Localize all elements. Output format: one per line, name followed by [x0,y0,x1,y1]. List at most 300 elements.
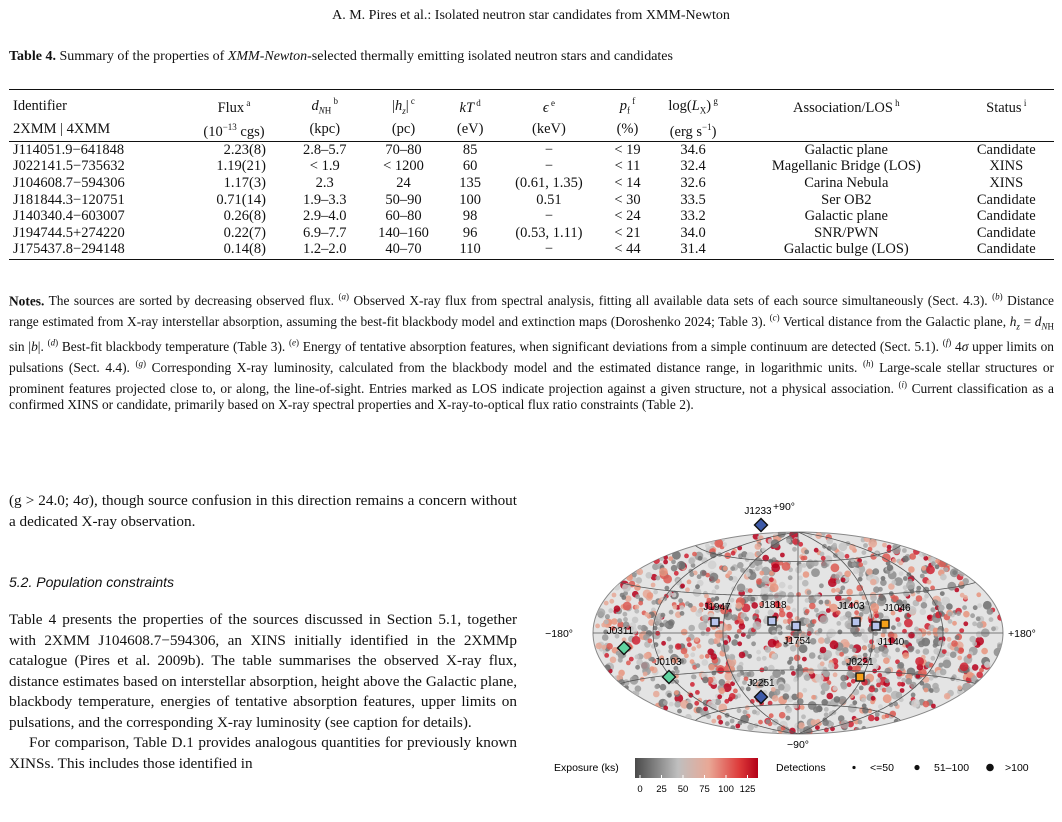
cell-status: XINS [989,175,1024,192]
detection-dot [680,611,685,616]
detection-dot [604,653,609,658]
cell-id: J114051.9−641848 [13,141,125,158]
detection-dot [661,613,666,618]
detection-dot [827,693,834,700]
cell-pf: < 11 [614,158,641,175]
square-marker [768,617,776,625]
detection-dot [882,543,887,548]
detection-dot [923,648,930,655]
detection-dot [819,600,824,605]
detection-dot [786,539,791,544]
detection-dot [711,699,716,704]
detection-dot [878,587,883,592]
detection-dot [635,655,640,660]
detection-dot [873,568,880,575]
cell-pf: < 44 [603,241,652,259]
detection-dot [739,623,746,630]
detection-dot [744,617,749,622]
detection-dot [835,574,840,579]
detection-dot [947,582,956,591]
detection-dot [737,708,742,713]
detection-dot [684,653,689,658]
detection-dot [629,657,634,662]
detection-dot [800,705,805,710]
detection-dot [904,640,909,645]
detection-dot [721,644,730,653]
detection-dot [647,592,654,599]
detection-dot [868,715,875,722]
detection-dot [769,571,774,576]
cell-eps: − [495,241,603,259]
detection-dot [852,648,857,653]
detection-dot [689,572,694,577]
detection-dot [792,608,797,613]
detection-dot [723,566,728,571]
detection-dot [758,565,763,570]
detection-dot [653,691,660,698]
cell-id: J140340.4−603007 [13,208,125,225]
cell-assoc: Magellanic Bridge (LOS) [771,158,921,175]
detection-dot [933,643,938,648]
detection-dot [755,543,762,550]
axis-label-top: +90° [772,501,796,513]
cell-flux: 0.22(7) [223,224,266,241]
detection-dot [690,682,695,687]
detection-dot [772,695,779,702]
cell-assoc: Galactic bulge (LOS) [734,241,958,259]
detection-dot [771,653,778,660]
detection-dot [929,663,934,668]
detection-dot [874,653,879,658]
detection-dot [634,584,641,591]
cell-dnh: 6.9–7.7 [302,224,347,241]
detection-dot [826,608,831,613]
detection-dot [820,647,827,654]
cell-eps: (0.61, 1.35) [515,175,583,192]
detection-dot [663,560,668,565]
detection-dot [858,720,863,725]
detection-dot [634,609,639,614]
unit-assoc [734,119,958,141]
detection-dot [908,566,915,573]
detection-dot [761,582,766,587]
cell-hz: < 1200 [383,158,424,175]
detection-dot [914,627,919,632]
detection-dot [653,590,658,595]
detection-dot [798,576,803,581]
col-distance: $d_{NH}$ $^b$ [288,90,362,119]
detection-dot [675,643,682,650]
properties-table [9,89,1054,260]
detection-dot [930,607,935,612]
detection-dot [924,688,929,693]
cell-id: J022141.5−735632 [13,158,125,175]
detection-dot [705,654,710,659]
detection-dot [618,658,623,663]
detection-dot [715,585,720,590]
detection-dot [812,619,817,624]
square-marker [852,618,860,626]
detection-dot [869,686,876,693]
detection-dot [984,661,991,668]
detection-dot [921,566,926,571]
detection-dot [987,608,994,615]
detection-dot [802,688,807,693]
detection-dot [883,657,890,664]
detection-dot [621,595,626,600]
detection-dot [686,703,693,710]
detection-dot [897,622,902,627]
detection-dot [927,615,932,620]
detection-dot [868,539,877,548]
detection-dot [864,638,869,643]
detection-dot [616,651,621,656]
detection-dot [989,617,994,622]
detection-dot [840,616,845,621]
detection-dot [877,673,882,678]
detection-dot [876,678,881,683]
detection-dot [852,700,857,705]
detection-dot [635,685,642,692]
detection-dot [769,577,774,582]
cell-dnh: 2.8–5.7 [302,141,347,158]
detection-dot [795,567,802,574]
detection-dot [904,619,913,628]
detection-dot [846,589,853,596]
col-lx: $\log(L_X)$ $^g$ [652,90,734,119]
detection-dot [862,704,867,709]
detection-dot [737,672,742,677]
detection-dot [719,679,726,686]
detection-dot [931,704,936,709]
detection-dot [839,542,848,551]
detection-dot [779,611,786,618]
cell-assoc: SNR/PWN [814,224,879,241]
detection-dot [964,683,973,692]
detection-dot [895,617,900,622]
detection-dot [787,597,794,604]
detection-dot [848,704,857,713]
detection-dot [923,556,928,561]
table-row [9,141,1054,158]
square-marker [711,618,719,626]
detection-dot [804,550,809,555]
detection-dot [731,639,738,646]
detection-dot [674,701,681,708]
detection-dot [659,623,664,628]
marker-label: J0103 [654,657,682,668]
marker-label: J1046 [883,603,911,614]
detection-dot [805,598,810,603]
detection-dot [997,614,1004,621]
detection-dot [902,548,907,553]
detection-dot [672,551,681,560]
unit-status [958,119,1054,141]
table-caption [9,49,1054,65]
detection-dot [977,622,984,629]
detection-dot [667,693,672,698]
detection-dot [881,576,886,581]
detection-dot [714,596,719,601]
detection-dot [708,664,715,671]
detection-dot [717,715,722,720]
detection-dot [911,693,916,698]
detection-dot [604,620,609,625]
cell-lx: 32.6 [680,175,706,192]
detection-dot [825,600,830,605]
detection-dot [970,613,975,618]
detection-dot [939,663,944,668]
cell-dnh: < 1.9 [309,158,340,175]
detection-dot [645,612,650,617]
cell-dnh: 2.3 [315,175,334,192]
detection-dot [632,636,641,645]
table-notes [9,289,1054,413]
detection-dot [942,649,947,654]
detection-dot [824,637,831,644]
diamond-marker [755,519,768,532]
detection-dot [694,637,699,642]
detection-dot [697,609,702,614]
detection-dot [702,677,709,684]
detection-dot [712,671,717,676]
detection-dot [859,686,864,691]
col-identifier: Identifier [9,90,180,119]
detection-dot [940,669,947,676]
detection-dot [678,598,683,603]
detection-dot [972,664,979,671]
marker-label: J1818 [759,600,787,611]
detection-dot [811,568,820,577]
detection-dot [690,659,695,664]
section-body [9,610,517,774]
detection-dot [803,726,812,735]
detection-dot [933,628,938,633]
cell-flux: 0.26(8) [223,208,266,225]
detection-dot [699,654,704,659]
detection-dot [636,577,643,584]
square-marker [856,673,864,681]
detection-dot [643,672,648,677]
detection-dot [692,552,697,557]
col-height: $|h_z|$ $^c$ [362,90,446,119]
detection-dot [668,649,673,654]
detection-dot [604,601,609,606]
detection-dot [807,564,812,569]
detection-dot [957,656,962,661]
detection-dot [823,670,830,677]
detection-dot [850,557,855,562]
detection-dot [751,602,758,609]
cell-id: J104608.7−594306 [13,175,125,192]
detection-dot [660,684,667,691]
detection-dot [918,641,925,648]
table-header-row-1 [9,90,1054,119]
detection-dot [929,676,934,681]
detection-dot [931,656,936,661]
detection-dot [644,653,651,660]
cell-hz: 40–70 [362,241,446,259]
marker-label: J1947 [703,602,731,613]
cell-flux: 1.19(21) [216,158,266,175]
detection-dot [841,683,848,690]
cell-status: XINS [989,158,1024,175]
detection-dot [810,638,817,645]
marker-label: J2251 [747,678,775,689]
detection-dot [743,710,748,715]
detection-dot [809,652,816,659]
detection-dot [882,672,887,677]
cell-status: Candidate [976,191,1036,208]
detection-dot [903,590,910,597]
detection-dot [733,689,738,694]
cell-hz: 60–80 [385,208,422,225]
cell-id: J175437.8−294148 [9,241,180,259]
detection-dot [792,547,797,552]
detection-dot [885,679,890,684]
table-row [9,191,1054,208]
cell-status: Candidate [958,241,1054,259]
detection-dot [659,556,664,561]
detection-dot [883,694,892,703]
detection-dot [979,668,984,673]
detection-dot [626,661,631,666]
cell-kt: 135 [459,175,482,192]
detection-dot [681,629,688,636]
detection-dot [708,560,717,569]
detection-dot [687,642,692,647]
detection-dot [679,562,686,569]
detection-dot [812,560,819,567]
detection-dot [903,576,908,581]
detection-dot [623,612,628,617]
detection-dot [659,568,668,577]
cell-eps: (0.53, 1.11) [515,224,583,241]
detection-dot [768,593,775,600]
detection-dot [766,719,771,724]
detection-dot [796,671,803,678]
detection-dot [693,588,702,597]
cell-flux: 0.71(14) [216,191,266,208]
continuation-paragraph: (g > 24.0; 4σ), though source confusion in this direction remains a concern without a dedicated X-ray observation. [9,492,517,530]
detection-dot [839,652,844,657]
detection-dot [898,662,905,669]
detection-dot [665,586,670,591]
detection-dot [632,617,639,624]
detection-dot [963,621,968,626]
detection-dot [668,645,673,650]
detection-dot [614,605,621,612]
detection-dot [635,605,640,610]
detection-dot [663,700,668,705]
detection-dot [821,562,828,569]
detection-dot [911,699,920,708]
cell-kt: 98 [462,208,478,225]
detection-dot [698,622,707,631]
size-legend-small: <=50 [870,762,894,774]
size-legend-dot-small [852,766,855,769]
cell-hz: 50–90 [385,191,422,208]
detection-dot [788,585,793,590]
detection-dot [875,712,880,717]
detection-dot [786,707,793,714]
detection-dot [777,529,786,538]
cell-dnh: 2.9–4.0 [302,208,347,225]
detection-dot [674,690,679,695]
detection-dot [926,565,935,574]
cell-assoc: Carina Nebula [804,175,889,192]
unit-distance: (kpc) [288,119,362,141]
unit-lx: (erg $s^{-1}$) [652,119,734,141]
detection-dot [807,590,812,595]
detection-dot [954,647,959,652]
detection-dot [655,576,660,581]
detection-dot [606,643,613,650]
detection-dot [756,650,761,655]
detection-dot [735,602,742,609]
detection-dot [700,570,707,577]
detection-dot [814,548,819,553]
detection-dot [818,637,825,644]
detection-dot [847,682,852,687]
detection-dot [963,595,968,600]
detection-dot [759,571,764,576]
detection-dot [730,566,735,571]
detection-dot [729,693,736,700]
detection-dot [952,570,957,575]
detection-dot [641,662,650,671]
detection-dot [753,621,762,630]
detection-dot [977,603,982,608]
detection-dot [777,642,782,647]
detection-dot [664,623,669,628]
col-flux: Flux $^a$ [180,90,288,119]
detection-dot [920,609,927,616]
detection-dot [959,628,964,633]
detection-dot [695,663,700,668]
detection-dot [876,683,881,688]
section-heading: 5.2. Population constraints [9,574,174,590]
cell-dnh: 1.9–3.3 [302,191,347,208]
detection-dot [902,556,909,563]
table-label: Table 4. [9,49,56,64]
detection-dot [820,615,829,624]
detection-dot [803,571,810,578]
detection-dot [814,593,821,600]
detection-dot [967,654,972,659]
detection-dot [675,669,680,674]
detection-dot [836,588,841,593]
detection-dot [875,716,880,721]
cell-kt: 100 [459,191,482,208]
detection-dot [863,560,868,565]
detection-dot [727,570,732,575]
detection-dot [718,667,725,674]
cell-status: Candidate [976,141,1036,158]
detection-dot [804,618,811,625]
detection-dot [802,657,807,662]
detection-dot [963,611,970,618]
detection-dot [735,724,740,729]
detection-dot [746,572,751,577]
detection-dot [976,592,981,597]
detection-dot [635,665,640,670]
detection-dot [756,657,761,662]
detection-dot [688,603,693,608]
detection-dot [777,628,782,633]
table-row [9,175,1054,192]
detection-dot [915,657,924,666]
